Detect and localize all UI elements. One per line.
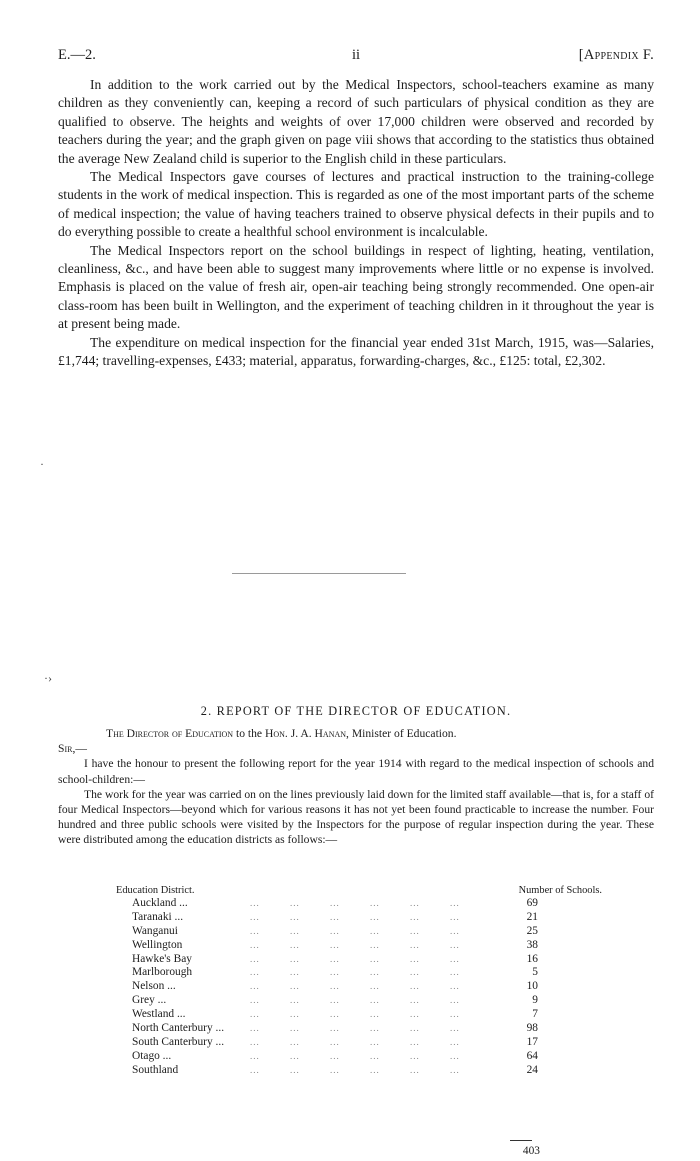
leader-dots: ... ... ... ... ... ...: [250, 925, 460, 936]
paragraph-buildings: The Medical Inspectors report on the school buildings in respect of lighting, heating, ventilation, cleanliness, &c., and have been able to suggest many improvements where little or no expense is involved. Emphasis is placed on the value of fresh air, open-air teaching being strongly recommended. One open-air class-room has been built in Wellington, and the experiment of teaching children in it throughout the year is at present being made.: [58, 242, 654, 332]
table-row: [116, 1064, 600, 1078]
district-name: Taranaki ...: [132, 910, 184, 923]
district-name: Wellington: [132, 938, 183, 951]
school-count: 7: [532, 1008, 538, 1021]
district-name: South Canterbury ...: [132, 1035, 225, 1048]
total-schools: 403: [522, 1145, 540, 1157]
district-name: North Canterbury ...: [132, 1022, 225, 1035]
leader-dots: ... ... ... ... ... ...: [250, 1050, 460, 1061]
district-name: Southland: [132, 1063, 179, 1076]
leader-dots: ... ... ... ... ... ...: [250, 939, 460, 950]
district-name: Westland ...: [132, 1008, 186, 1021]
leader-dots: ... ... ... ... ... ...: [250, 1036, 460, 1047]
school-count: 5: [532, 966, 538, 979]
school-count: 69: [526, 897, 538, 909]
scan-speck: ·: [40, 457, 44, 471]
paragraph-expenditure: The expenditure on medical inspection for the financial year ended 31st March, 1915, was—Salaries, £1,744; travelling-expenses, £433; material, apparatus, forwarding-charges, &c., £125: total, £2,302.: [58, 334, 654, 369]
school-count: 98: [526, 1022, 538, 1035]
report-title: 2. REPORT OF THE DIRECTOR OF EDUCATION.: [200, 704, 512, 718]
paragraph-lectures: The Medical Inspectors gave courses of lectures and practical instruction to the training-college students in the work of medical inspection. This is regarded as one of the most important parts of the scheme of medical inspection; the value of having teachers trained to observe physical defects in their pupils and to do everything possible to create a healthful school environment is incalculable.: [58, 169, 654, 240]
table-row: [116, 953, 600, 967]
table-row: [116, 897, 600, 911]
leader-dots: ... ... ... ... ... ...: [250, 981, 460, 992]
scan-speck: ·›: [44, 671, 52, 685]
addressee-to-word: to the: [236, 727, 263, 740]
district-schools-table: [116, 884, 600, 1078]
school-count: 21: [526, 910, 538, 923]
salutation: Sir,—: [58, 742, 87, 756]
school-count: 38: [526, 938, 538, 951]
table-row: [116, 1036, 600, 1050]
table-row: [116, 994, 600, 1008]
table-row: [116, 939, 600, 953]
leader-dots: ... ... ... ... ... ...: [250, 1064, 460, 1075]
section-divider: [232, 573, 406, 574]
director-report-letter: [58, 726, 654, 848]
header-appendix: [Appendix F.: [578, 47, 654, 63]
leader-dots: ... ... ... ... ... ...: [250, 967, 460, 978]
district-name: Hawke's Bay: [132, 952, 192, 965]
addressee-role: Minister of Education.: [351, 727, 457, 740]
table-row: [116, 925, 600, 939]
table-row: [116, 1008, 600, 1022]
leader-dots: ... ... ... ... ... ...: [250, 1023, 460, 1034]
school-count: 9: [532, 994, 538, 1007]
district-name: Nelson ...: [132, 980, 176, 993]
district-name: Grey ...: [132, 994, 167, 1007]
table-row: [116, 1050, 600, 1064]
report-paragraph-intro: I have the honour to present the following report for the year 1914 with regard to the medical inspection of schools and school-children:—: [58, 757, 654, 786]
leader-dots: ... ... ... ... ... ...: [250, 995, 460, 1006]
district-name: Wanganui: [132, 924, 178, 937]
school-count: 64: [526, 1049, 538, 1062]
total-rule: [510, 1140, 532, 1141]
leader-dots: ... ... ... ... ... ...: [250, 898, 460, 908]
school-count: 25: [526, 924, 538, 937]
header-schools: Number of Schools.: [518, 885, 602, 896]
table-row: [116, 1022, 600, 1036]
leader-dots: ... ... ... ... ... ...: [250, 911, 460, 922]
district-name: Otago ...: [132, 1049, 172, 1062]
school-count: 16: [526, 952, 538, 965]
leader-dots: ... ... ... ... ... ...: [250, 953, 460, 964]
table-row: [116, 980, 600, 994]
page-header: [58, 47, 654, 69]
district-name: Auckland ...: [132, 897, 188, 909]
school-count: 17: [526, 1035, 538, 1048]
paragraph-teachers: In addition to the work carried out by the Medical Inspectors, school-teachers examine as many children as they conveniently can, keeping a record of such particulars of physical condition as they are qualified to observe. The heights and weights of over 17,000 children were observed and recorded by teachers during the year; and the graph given on page viii shows that according to the statistics thus obtained the average New Zealand child is superior to the English child in these particulars.: [58, 77, 654, 166]
leader-dots: ... ... ... ... ... ...: [250, 1009, 460, 1020]
header-district: Education District.: [116, 885, 195, 896]
addressee-from: The Director of Education: [106, 727, 234, 740]
table-row: [116, 966, 600, 980]
school-count: 24: [526, 1063, 538, 1076]
page-number: ii: [351, 47, 361, 63]
addressee-name: Hon. J. A. Hanan,: [265, 727, 349, 740]
header-reference: E.—2.: [58, 47, 96, 63]
medical-inspection-text: [58, 76, 654, 371]
school-count: 10: [526, 980, 538, 993]
report-paragraph-work: The work for the year was carried on on the lines previously laid down for the limited staff available—that is, for a staff of four Medical Inspectors—beyond which for various reasons it has not yet been found practicable to increase the number. Four hundred and three public schools were visited by the Inspectors for the purpose of regular inspection during the year. These were distributed among the education districts as follows:—: [58, 787, 654, 847]
table-row: [116, 911, 600, 925]
addressee-line: [58, 726, 654, 741]
table-header: [116, 884, 600, 897]
district-name: Marlborough: [132, 966, 193, 979]
